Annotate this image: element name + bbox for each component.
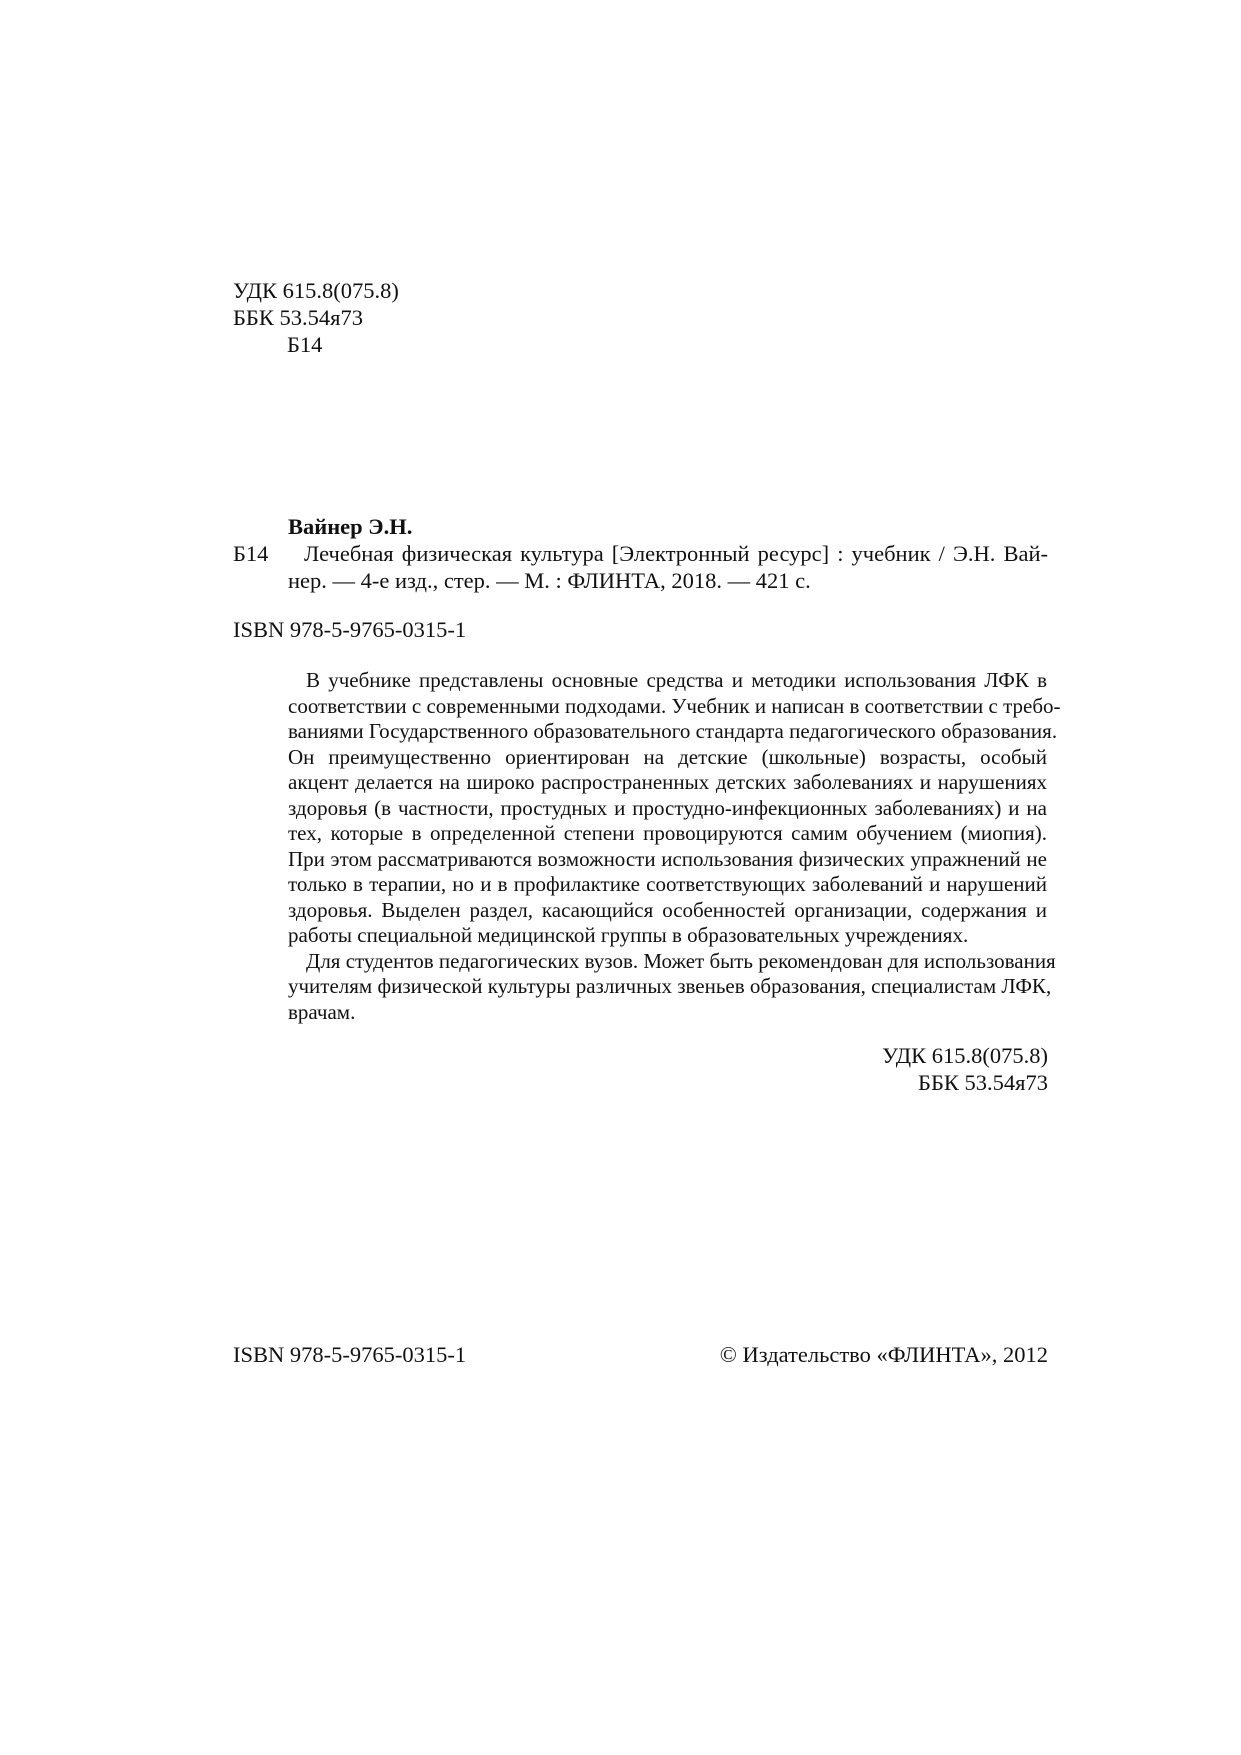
- citation-line-2: нер. — 4-е изд., стер. — М. : ФЛИНТА, 2018. — 421 с.: [288, 568, 811, 593]
- abstract-line: Он преимущественно ориентирован на детские (школьные) возрасты, особый: [288, 744, 1047, 769]
- isbn-bottom: ISBN 978-5-9765-0315-1: [233, 1342, 467, 1367]
- abstract-line: При этом рассматриваются возможности использования физических упражнений не: [288, 846, 1047, 871]
- udk-code-footer: УДК 615.8(075.8): [882, 1043, 1048, 1068]
- author-name: Вайнер Э.Н.: [288, 514, 413, 539]
- abstract-line: тех, которые в определенной степени провоцируются самим обучением (миопия).: [288, 821, 1047, 845]
- abstract-line: только в терапии, но и в профилактике соответствующих заболеваний и нарушений: [288, 872, 1047, 896]
- bbk-code-footer: ББК 53.54я73: [918, 1070, 1048, 1095]
- abstract-line: врачам.: [288, 999, 356, 1024]
- abstract-line: В учебнике представлены основные средства и методики использования ЛФК в: [306, 668, 1047, 692]
- abstract-line: здоровья (в частности, простудных и простудно-инфекционных заболеваниях) и на: [288, 795, 1047, 820]
- abstract-line: Для студентов педагогических вузов. Может быть рекомендован для использования: [306, 948, 1056, 973]
- abstract-line: учителям физической культуры различных звеньев образования, специалистам ЛФК,: [288, 974, 1052, 998]
- abstract-line: здоровья. Выделен раздел, касающийся особенностей организации, содержания и: [288, 897, 1047, 922]
- bbk-code: ББК 53.54я73: [233, 305, 363, 330]
- abstract-line: ваниями Государственного образовательного стандарта педагогического образования.: [288, 719, 1058, 743]
- udk-code: УДК 615.8(075.8): [233, 278, 399, 303]
- author-mark: Б14: [287, 332, 323, 357]
- citation-line-1: Лечебная физическая культура [Электронный ресурс] : учебник / Э.Н. Вай-: [304, 541, 1048, 566]
- copyright: © Издательство «ФЛИНТА», 2012: [719, 1342, 1048, 1367]
- abstract-line: работы специальной медицинской группы в образовательных учреждениях.: [288, 923, 969, 947]
- abstract: [288, 668, 1061, 1025]
- isbn-top: ISBN 978-5-9765-0315-1: [233, 617, 467, 642]
- abstract-line: соответствии с современными подходами. Учебник и написан в соответствии с требо-: [288, 693, 1061, 718]
- citation-mark: Б14: [233, 541, 269, 566]
- abstract-line: акцент делается на широко распространенных детских заболеваниях и нарушениях: [288, 770, 1047, 794]
